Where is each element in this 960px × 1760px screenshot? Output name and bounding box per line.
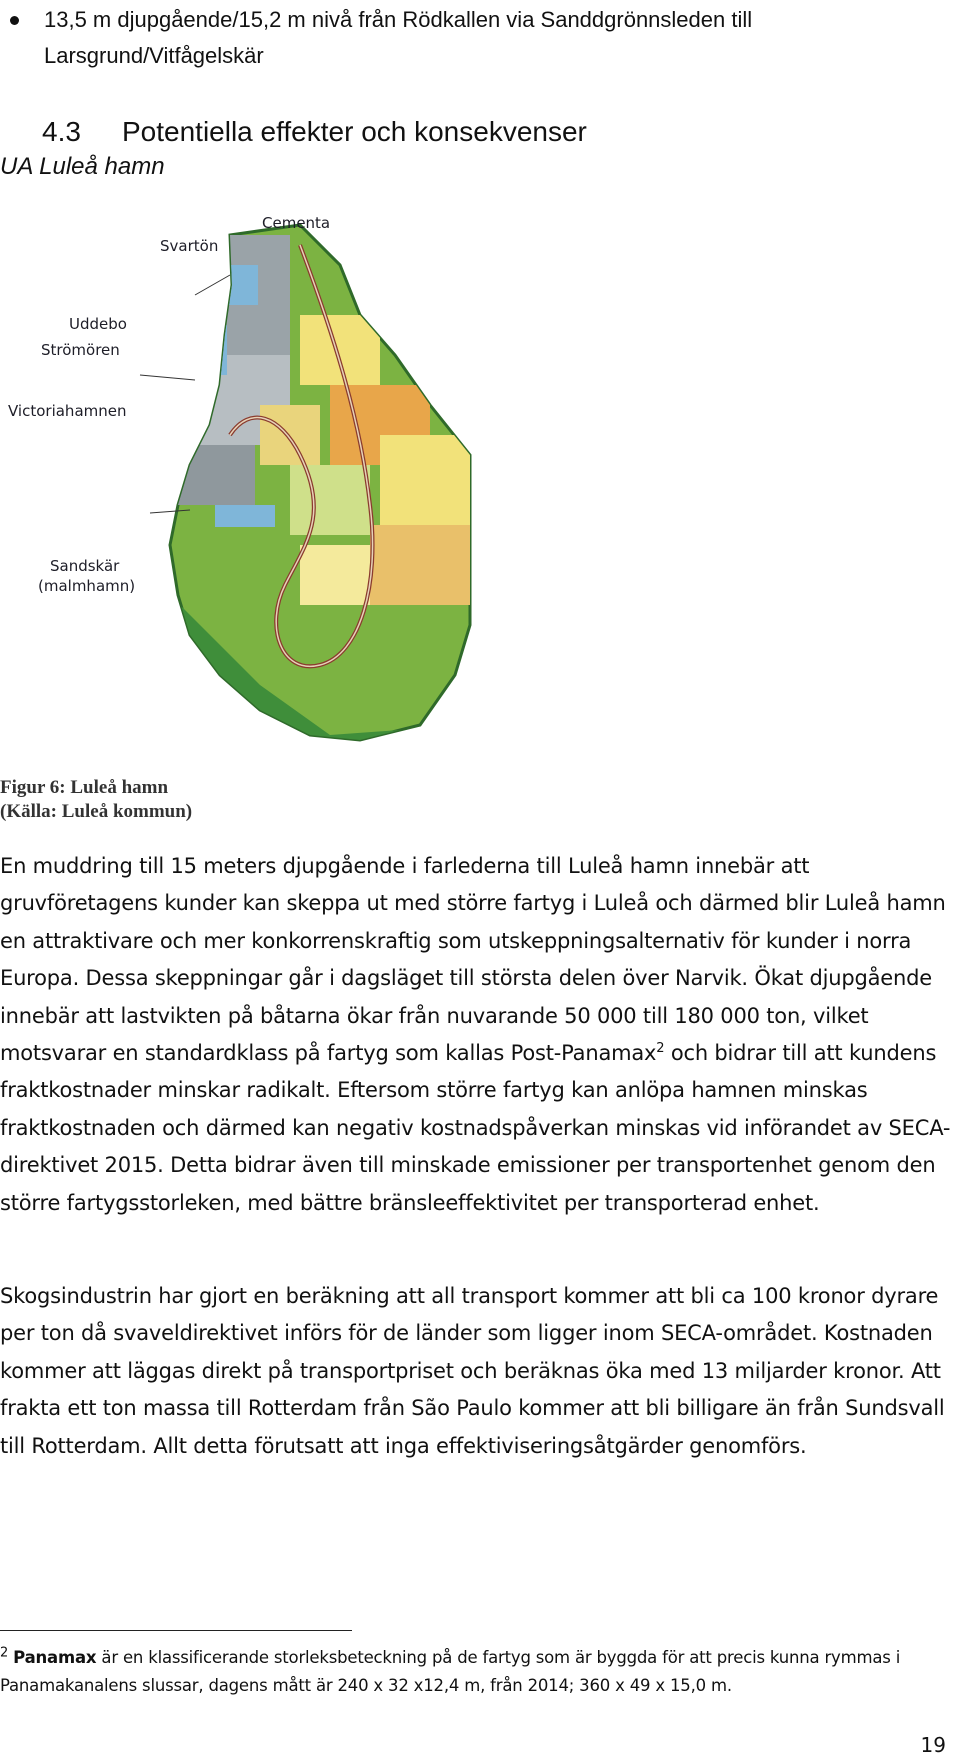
paragraph-1-text-a: En muddring till 15 meters djupgående i farlederna till Luleå hamn innebär att gruvföretagens kunder kan skeppa ut med större fartyg i Luleå och därmed blir Luleå hamn en attraktivare och mer konkorrenskraftig som utskeppningsalternativ för kunder i norra Europa. Dessa skeppningar går i dagsläget till största delen över Narvik. Ökat djupgående innebär att lastvikten på båtarna ökar från nuvarande 50 000 till 180 000 ton, vilket motsvarar en standardklass på fartyg som kallas Post-Panamax <box>0 854 946 1066</box>
footnote-divider <box>0 1630 352 1631</box>
map-label-victoriahamnen: Victoriahamnen <box>8 402 127 420</box>
footnote <box>0 1644 960 1700</box>
bullet-dot-icon <box>10 16 19 25</box>
section-heading <box>42 112 587 152</box>
footnote-reference[interactable]: 2 <box>656 1041 665 1057</box>
caption-source: (Källa: Luleå kommun) <box>0 801 193 822</box>
page-number: 19 <box>920 1733 946 1757</box>
paragraph-1-text-b: och bidrar till att kundens fraktkostnader minskar radikalt. Eftersom större fartyg kan anlöpa hamnen minskas fraktkostnaden och därmed kan negativ kostnadspåverkan minskas vid införandet av SECA-direktivet 2015. Detta bidrar även till minskade emissioner per transportenhet genom den större fartygsstorleken, med bättre bränsleeffektivitet per transporterad enhet. <box>0 1041 951 1215</box>
map-label-cementa: Cementa <box>262 214 331 232</box>
section-title: Potentiella effekter och konsekvenser <box>122 116 587 147</box>
map-label-sandskar: Sandskär <box>50 557 120 575</box>
figure-caption <box>0 776 192 824</box>
map-label-malmhamn: (malmhamn) <box>38 577 136 595</box>
footnote-term: Panamax <box>13 1648 97 1667</box>
subheading: UA Luleå hamn <box>0 153 165 180</box>
harbor-map-figure <box>0 205 480 745</box>
paragraph-2: Skogsindustrin har gjort en beräkning att all transport kommer att bli ca 100 kronor dyrare per ton då svaveldirektivet införs för de länder som ligger inom SECA-området. Kostnaden kommer att läggas direkt på transportpriset och beräknas öka med 13 miljarder kronor. Att frakta ett ton massa till Rotterdam från São Paulo kommer att bli billigare än från Sundsvall till Rotterdam. Allt detta förutsatt att inga effektiviseringsåtgärder genomförs. <box>0 1284 945 1458</box>
footnote-text: är en klassificerande storleksbeteckning på de fartyg som är byggda för att precis kunna rymmas i Panamakanalens slussar, dagens mått är 240 x 32 x12,4 m, från 2014; 360 x 49 x 15,0 m. <box>0 1648 901 1695</box>
section-number: 4.3 <box>42 116 81 147</box>
map-label-uddebo: Uddebo <box>69 315 127 333</box>
map-label-stromoren: Strömören <box>41 341 120 359</box>
footnote-marker: 2 <box>0 1645 9 1661</box>
paragraph-1 <box>0 848 960 1222</box>
bullet-text: 13,5 m djupgående/15,2 m nivå från Rödkallen via Sanddgrönnsleden till Larsgrund/Vitfågelskär <box>44 7 753 68</box>
map-label-svarton: Svartön <box>160 237 219 255</box>
caption-title: Figur 6: Luleå hamn <box>0 777 169 798</box>
